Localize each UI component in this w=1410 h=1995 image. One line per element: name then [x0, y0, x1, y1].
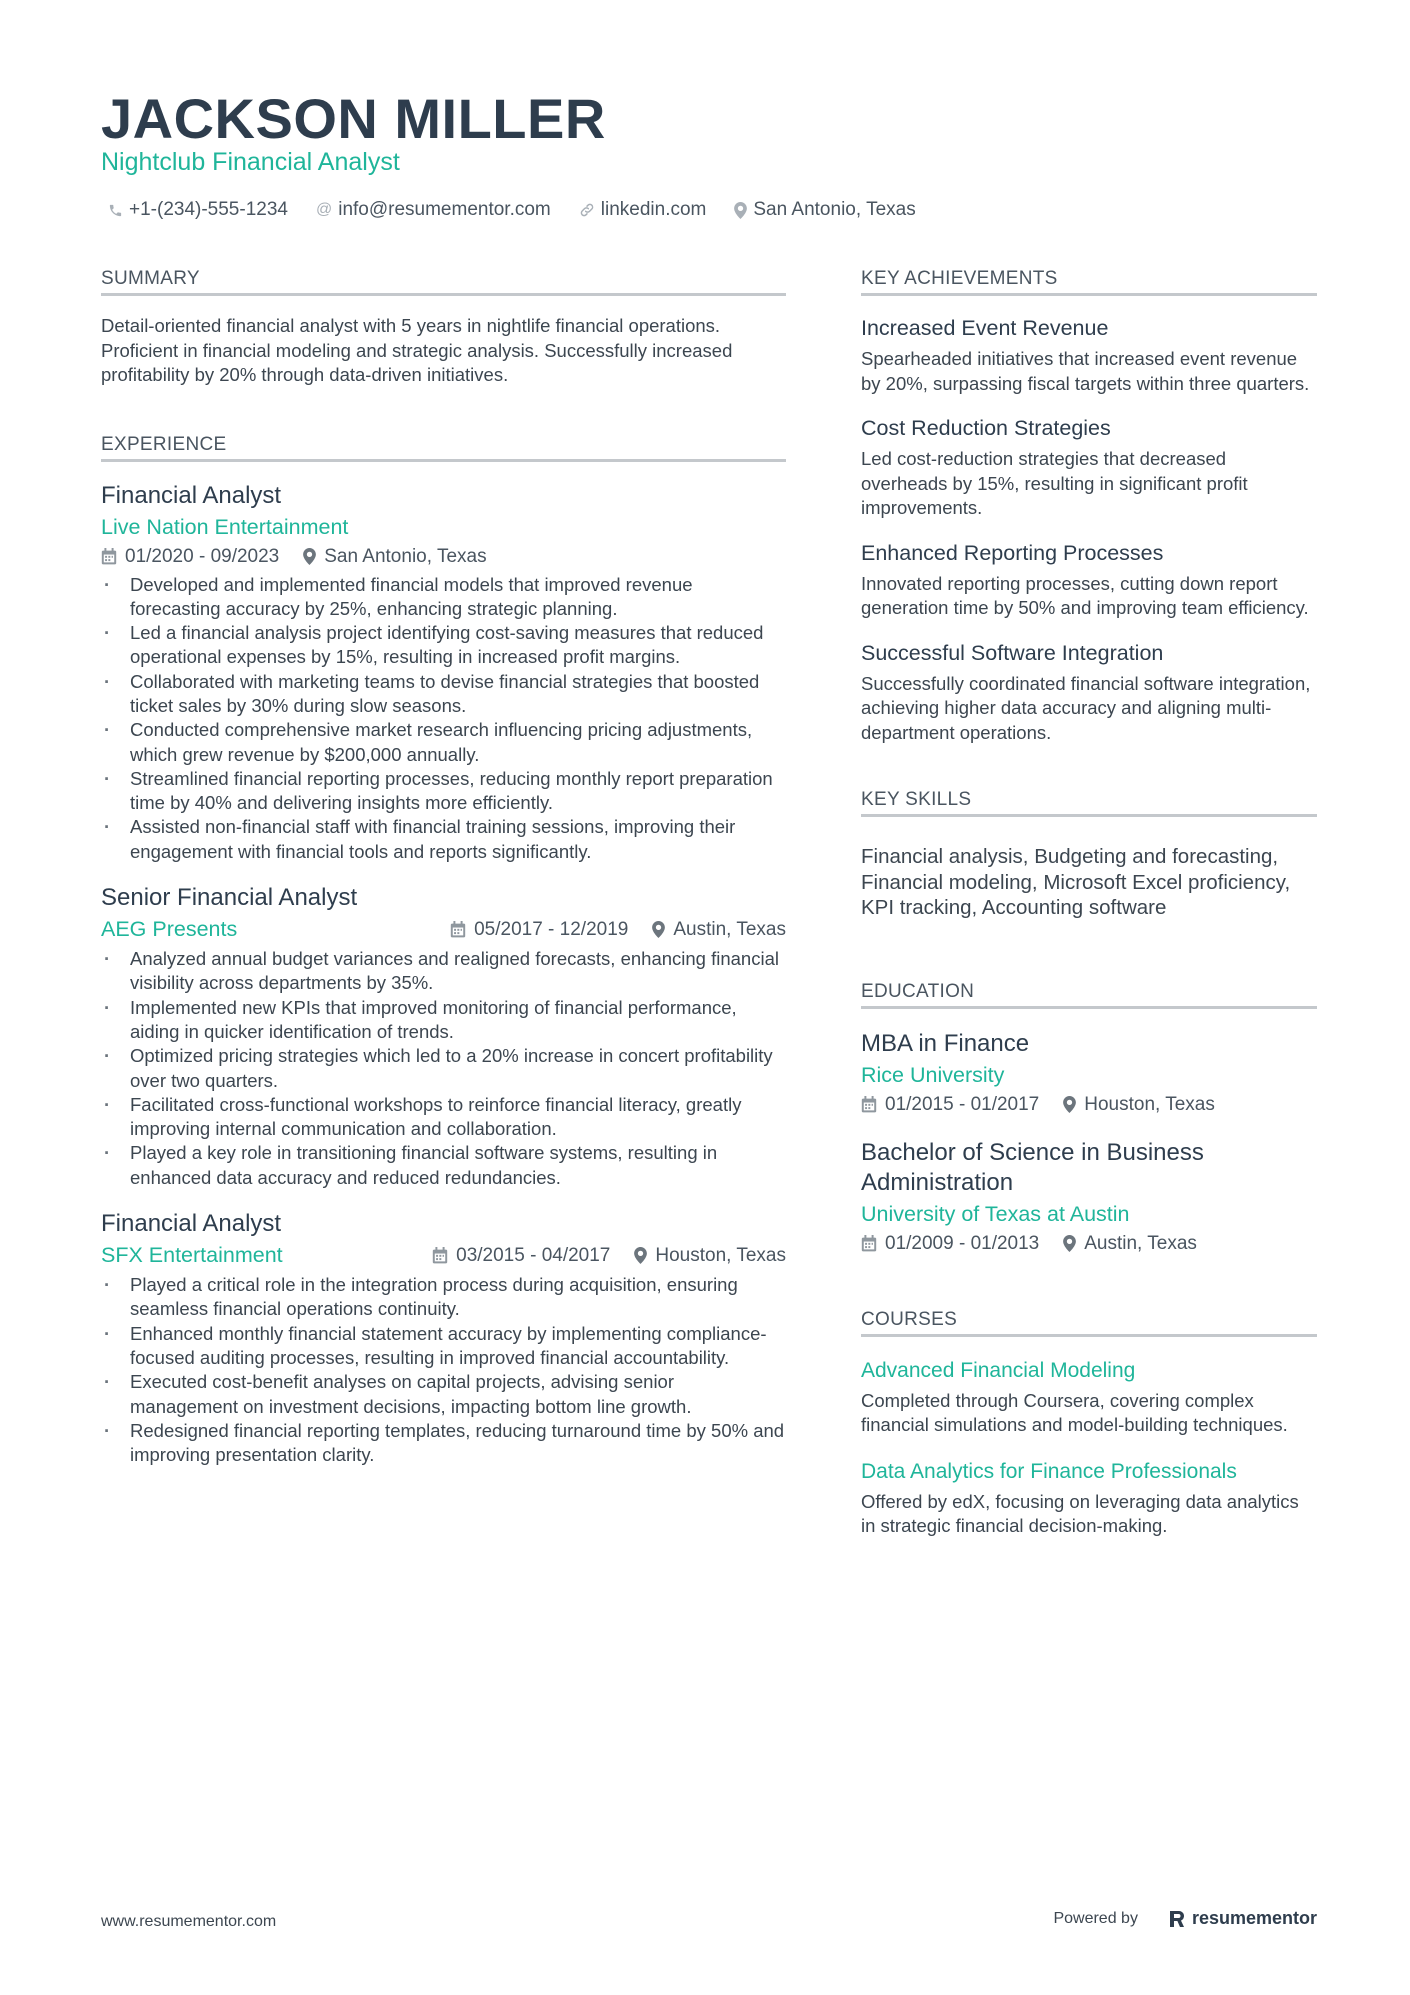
- course-title: Advanced Financial Modeling: [861, 1358, 1136, 1382]
- achievement-title: Cost Reduction Strategies: [861, 416, 1111, 440]
- summary-heading: SUMMARY: [101, 268, 786, 296]
- achievement-title: Enhanced Reporting Processes: [861, 540, 1164, 565]
- calendar-icon: [450, 921, 466, 938]
- footer-branding: [1053, 1908, 1317, 1929]
- education-dates-text: 01/2009 - 01/2013: [885, 1232, 1040, 1254]
- list-item: · Streamlined financial reporting processes, reducing monthly report preparation time by 40% and delivering insights more efficiently.: [101, 767, 786, 816]
- education-dates-text: 01/2015 - 01/2017: [885, 1093, 1040, 1115]
- education-dates: [861, 1094, 1039, 1116]
- job-dates: [101, 546, 279, 568]
- education-degree: MBA in Finance: [861, 1029, 1030, 1057]
- achievement-desc: Successfully coordinated financial software integration, achieving higher data accuracy and aligning multi-department operations.: [861, 672, 1311, 743]
- map-pin-icon: [652, 921, 665, 938]
- calendar-icon: [861, 1096, 877, 1113]
- job-location-text: Houston, Texas: [655, 1244, 786, 1266]
- powered-by-label: Powered by: [1053, 1909, 1138, 1927]
- education-location-text: Austin, Texas: [1084, 1232, 1197, 1254]
- achievement-title: Increased Event Revenue: [861, 316, 1109, 340]
- job-dates: [432, 1245, 610, 1267]
- courses-heading: COURSES: [861, 1309, 1317, 1337]
- list-item: · Played a key role in transitioning financial software systems, resulting in enhanced data accuracy and reduced redundancies.: [101, 1141, 786, 1190]
- brand-logo-icon: [1168, 1909, 1186, 1929]
- skills-heading: KEY SKILLS: [861, 789, 1317, 817]
- course-title: Data Analytics for Finance Professionals: [861, 1459, 1237, 1483]
- calendar-icon: [101, 548, 117, 565]
- job-location-text: San Antonio, Texas: [324, 545, 487, 567]
- achievement-item: [861, 641, 1317, 746]
- achievement-item: [861, 416, 1317, 521]
- achievement-desc: Innovated reporting processes, cutting down report generation time by 50% and improving team efficiency.: [861, 572, 1309, 618]
- list-item: · Conducted comprehensive market research influencing pricing adjustments, which grew revenue by $200,000 annually.: [101, 718, 786, 767]
- list-item: · Played a critical role in the integration process during acquisition, ensuring seamless financial operations continuity.: [101, 1273, 786, 1322]
- candidate-title: Nightclub Financial Analyst: [101, 148, 400, 176]
- candidate-name: JACKSON MILLER: [101, 87, 606, 150]
- contact-email[interactable]: [316, 199, 551, 221]
- achievement-desc: Led cost-reduction strategies that decreased overheads by 15%, resulting in significant profit improvements.: [861, 448, 1248, 518]
- education-meta: [861, 1233, 1317, 1255]
- list-item: · Redesigned financial reporting templates, reducing turnaround time by 50% and improving presentation clarity.: [101, 1419, 786, 1468]
- list-item: · Analyzed annual budget variances and realigned forecasts, enhancing financial visibility across departments by 35%.: [101, 947, 786, 996]
- brand-name: resumementor: [1191, 1908, 1317, 1928]
- map-pin-icon: [1063, 1096, 1076, 1113]
- summary-section: [101, 268, 786, 388]
- job-dates-text: 03/2015 - 04/2017: [456, 1244, 611, 1266]
- education-school: Rice University: [861, 1062, 1005, 1087]
- map-pin-icon: [303, 548, 316, 565]
- education-location: [1063, 1094, 1215, 1116]
- list-item: · Enhanced monthly financial statement accuracy by implementing compliance-focused auditing processes, resulting in improved financial accountability.: [101, 1322, 786, 1371]
- job-meta: [432, 1245, 786, 1267]
- job-meta: [101, 546, 786, 568]
- list-item: · Implemented new KPIs that improved monitoring of financial performance, aiding in quicker identification of trends.: [101, 996, 786, 1045]
- job-dates-text: 01/2020 - 09/2023: [125, 545, 280, 567]
- job-company: Live Nation Entertainment: [101, 514, 349, 539]
- list-item: · Led a financial analysis project identifying cost-saving measures that reduced operational expenses by 15%, resulting in increased profit margins.: [101, 621, 786, 670]
- achievements-heading: KEY ACHIEVEMENTS: [861, 268, 1317, 296]
- job-location: [652, 919, 786, 941]
- summary-text: Detail-oriented financial analyst with 5 years in nightlife financial operations. Proficient in financial modeling and strategic analysis. Successfully increased profitability by 20% through data-driven initiatives.: [101, 315, 733, 385]
- job-bullets: [101, 947, 786, 1190]
- job-bullets: [101, 1273, 786, 1467]
- job-location: [303, 546, 486, 568]
- job-entry: [101, 482, 786, 865]
- right-column: [861, 268, 1317, 1539]
- list-item: · Assisted non-financial staff with financial training sessions, improving their engagement with financial tools and reports significantly.: [101, 815, 786, 864]
- experience-heading: EXPERIENCE: [101, 434, 786, 462]
- job-meta: [450, 919, 786, 941]
- education-meta: [861, 1094, 1317, 1116]
- phone-icon: [108, 203, 123, 218]
- education-item: [861, 1138, 1317, 1255]
- job-company-row: [101, 917, 786, 942]
- contact-location: [734, 199, 915, 221]
- job-dates-text: 05/2017 - 12/2019: [474, 918, 629, 940]
- job-title: Financial Analyst: [101, 481, 282, 509]
- education-item: [861, 1029, 1317, 1116]
- email-text[interactable]: info@resumementor.com: [338, 199, 551, 220]
- achievements-section: [861, 268, 1317, 745]
- job-location: [634, 1245, 786, 1267]
- education-location-text: Houston, Texas: [1084, 1093, 1215, 1115]
- job-company: SFX Entertainment: [101, 1243, 283, 1268]
- map-pin-icon: [734, 202, 747, 219]
- calendar-icon: [432, 1247, 448, 1264]
- linkedin-text[interactable]: linkedin.com: [600, 199, 707, 220]
- achievement-desc: Spearheaded initiatives that increased event revenue by 20%, surpassing fiscal targets within three quarters.: [861, 348, 1310, 394]
- link-icon: [579, 202, 595, 218]
- education-dates: [861, 1233, 1039, 1255]
- map-pin-icon: [1063, 1235, 1076, 1252]
- list-item: · Developed and implemented financial models that improved revenue forecasting accuracy by 25%, enhancing strategic planning.: [101, 573, 786, 622]
- at-sign-icon: @: [315, 201, 333, 218]
- footer-website[interactable]: www.resumementor.com: [101, 1913, 277, 1930]
- brand-logo[interactable]: [1168, 1908, 1317, 1929]
- phone-text: +1-(234)-555-1234: [129, 199, 288, 220]
- achievement-item: [861, 541, 1317, 621]
- map-pin-icon: [634, 1247, 647, 1264]
- skills-text: Financial analysis, Budgeting and forecasting, Financial modeling, Microsoft Excel proficiency, KPI tracking, Accounting software: [861, 845, 1291, 919]
- contact-bar: [108, 199, 916, 221]
- job-entry: [101, 884, 786, 1190]
- left-column: [101, 268, 786, 1467]
- job-entry: [101, 1210, 786, 1467]
- course-desc: Offered by edX, focusing on leveraging data analytics in strategic financial decision-making.: [861, 1490, 1299, 1536]
- job-company-row: [101, 1243, 786, 1268]
- job-title: Senior Financial Analyst: [101, 884, 358, 912]
- courses-section: [861, 1309, 1317, 1539]
- job-title: Financial Analyst: [101, 1210, 282, 1238]
- list-item: · Executed cost-benefit analyses on capital projects, advising senior management on investment decisions, impacting bottom line growth.: [101, 1370, 786, 1419]
- calendar-icon: [861, 1235, 877, 1252]
- job-company: AEG Presents: [101, 917, 238, 942]
- education-heading: EDUCATION: [861, 981, 1317, 1009]
- job-bullets: [101, 573, 786, 865]
- course-item: [861, 1460, 1317, 1539]
- achievement-title: Successful Software Integration: [861, 640, 1164, 665]
- contact-linkedin[interactable]: [579, 199, 707, 221]
- job-location-text: Austin, Texas: [673, 918, 786, 940]
- experience-section: [101, 434, 786, 1468]
- education-degree: Bachelor of Science in Business Administration: [861, 1138, 1204, 1196]
- education-location: [1063, 1233, 1197, 1255]
- achievement-item: [861, 316, 1317, 396]
- contact-phone: [108, 199, 288, 221]
- education-school: University of Texas at Austin: [861, 1201, 1130, 1226]
- job-dates: [450, 919, 628, 941]
- location-text: San Antonio, Texas: [753, 199, 916, 220]
- list-item: · Facilitated cross-functional workshops to reinforce financial literacy, greatly improving internal communication and collaboration.: [101, 1093, 786, 1142]
- list-item: · Collaborated with marketing teams to devise financial strategies that boosted ticket sales by 30% during slow seasons.: [101, 670, 786, 719]
- list-item: · Optimized pricing strategies which led to a 20% increase in concert profitability over two quarters.: [101, 1044, 786, 1093]
- course-desc: Completed through Coursera, covering complex financial simulations and model-building techniques.: [861, 1389, 1288, 1435]
- education-section: [861, 981, 1317, 1255]
- course-item: [861, 1359, 1317, 1438]
- skills-section: [861, 789, 1317, 921]
